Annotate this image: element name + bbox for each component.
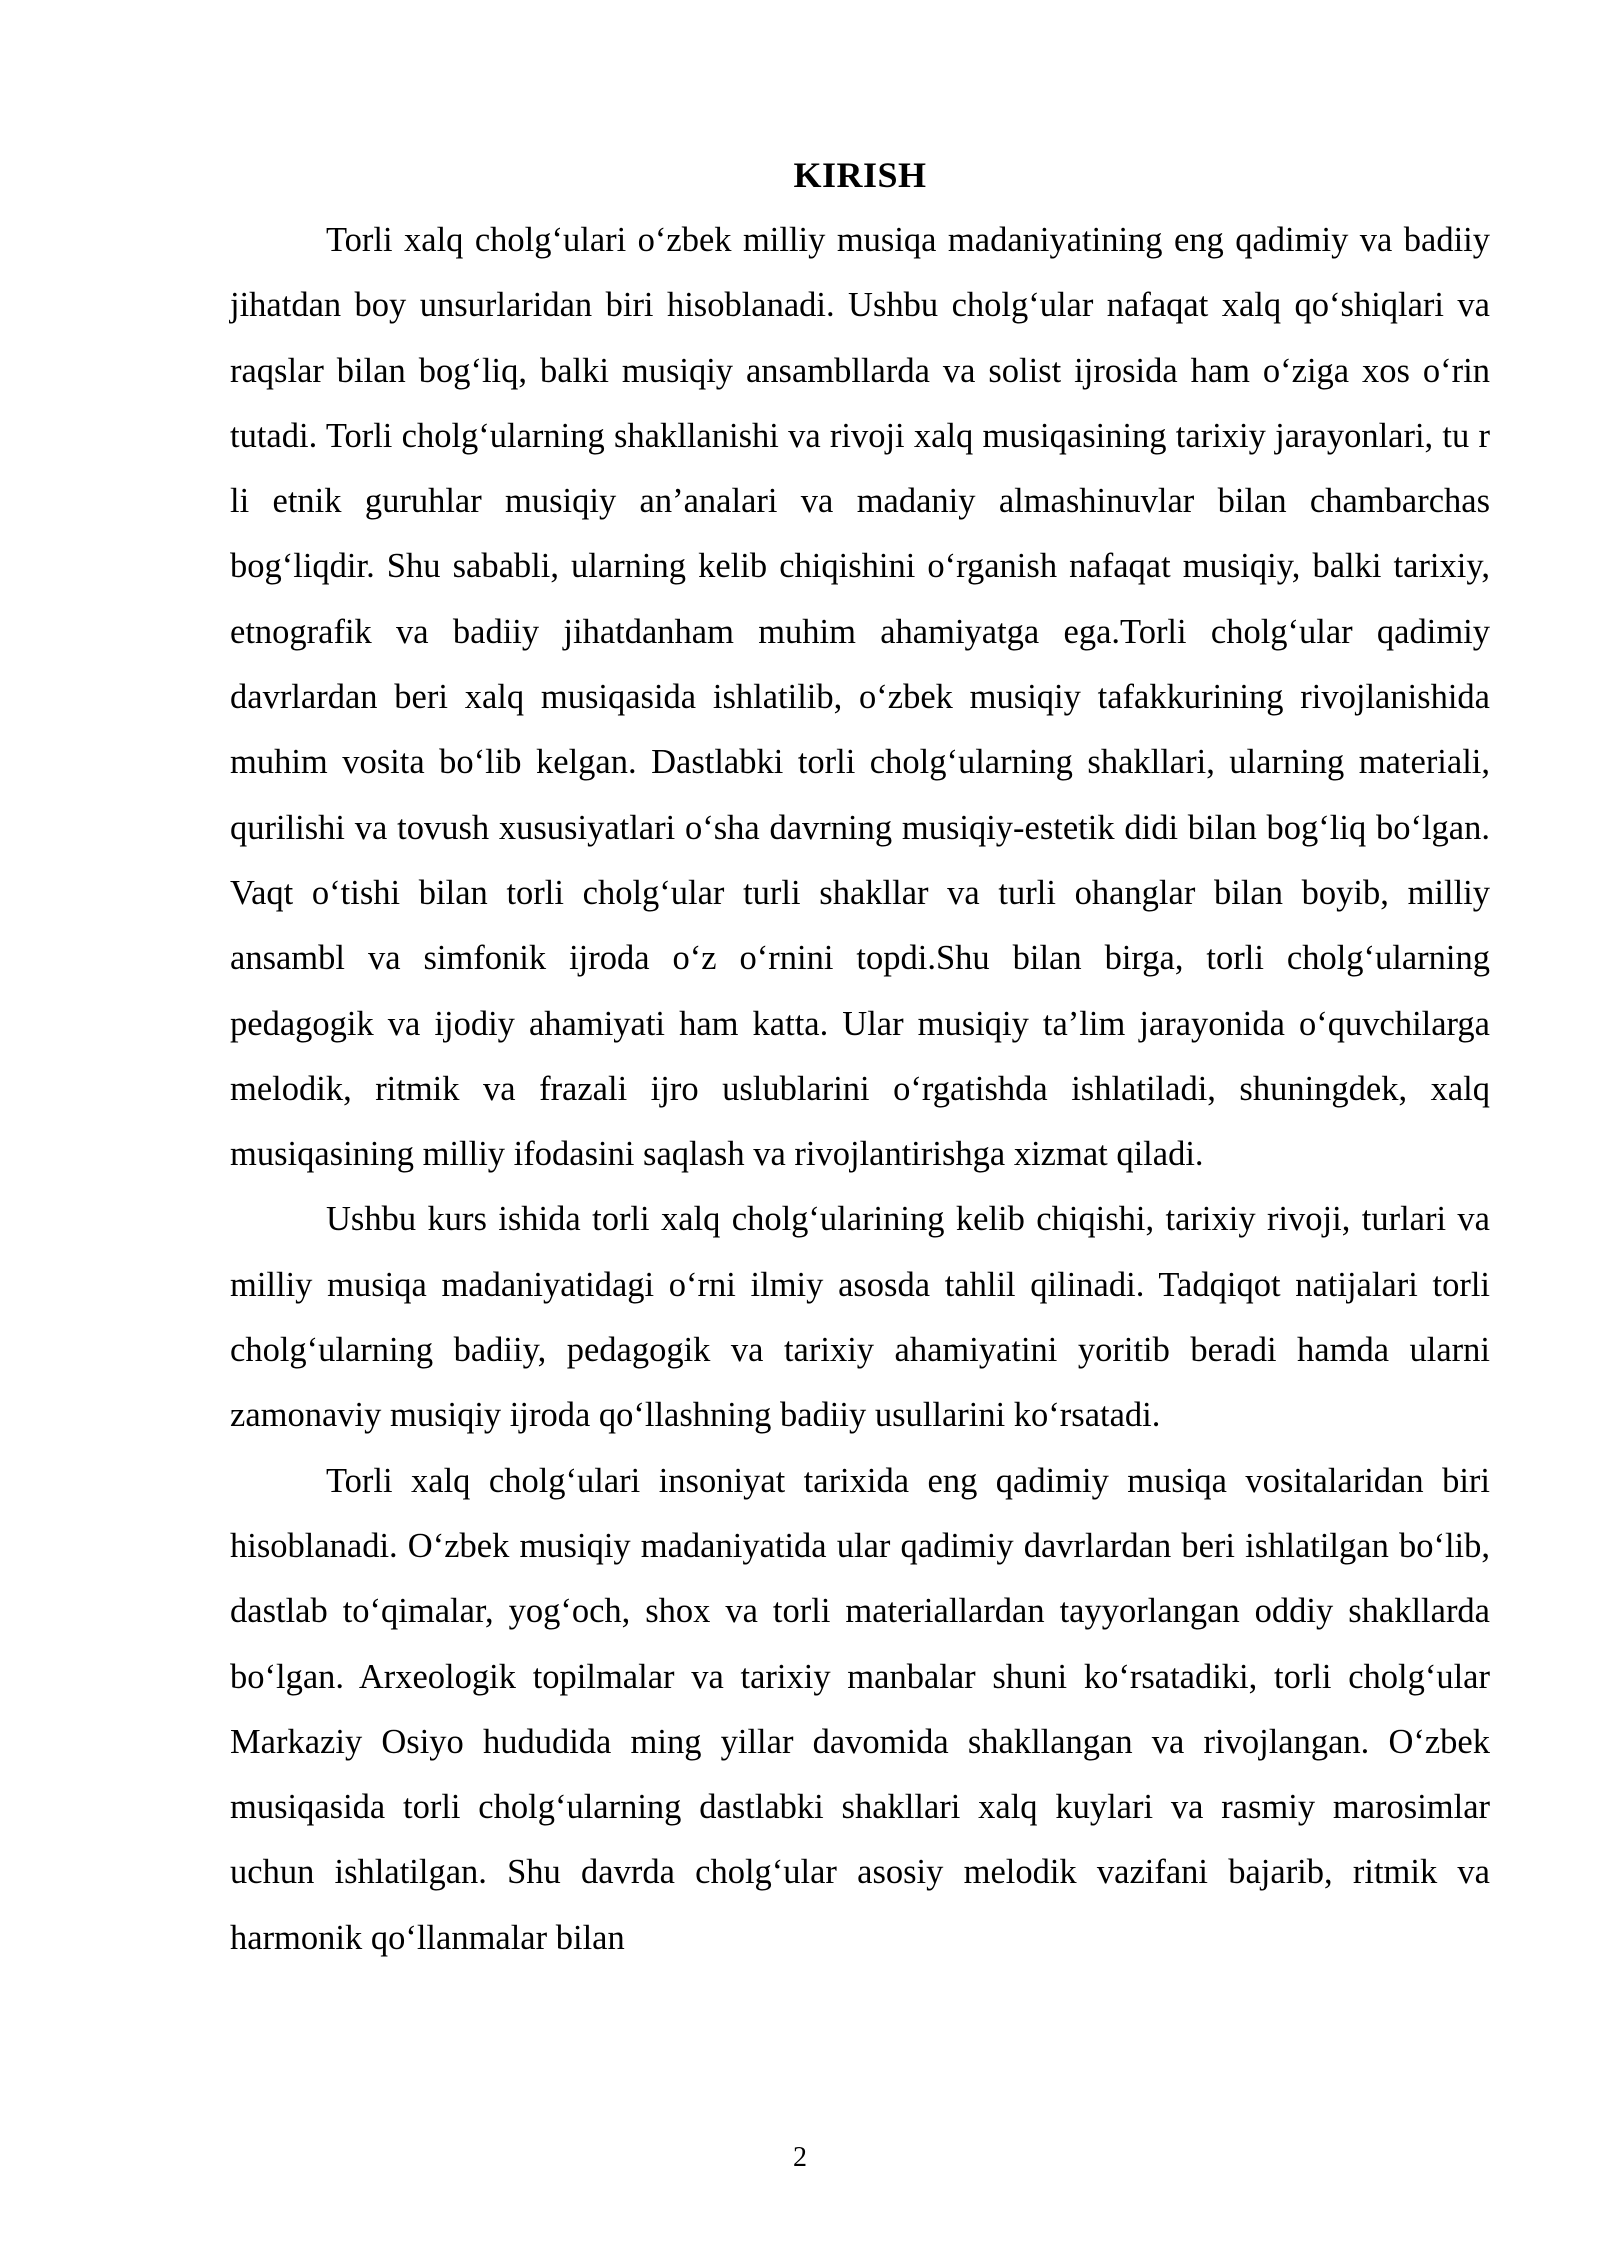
section-heading: KIRISH xyxy=(793,155,927,195)
paragraph-history: Torli xalq cholg‘ulari insoniyat tarixida eng qadimiy musiqa vositalaridan biri hisoblanadi. O‘zbek musiqiy madaniyatida ular qadimiy davrlardan beri ishlatilgan bo‘lib, dastlab to‘qimalar, yog‘och, shox va torli materiallardan tayyorlangan oddiy shakllarda bo‘lgan. Arxeologik topilmalar va tarixiy manbalar shuni ko‘rsatadiki, torli cholg‘ular Markaziy Osiyo hududida ming yillar davomida shakllangan va rivojlangan. O‘zbek musiqasida torli cholg‘ularning dastlabki shakllari xalq kuylari va rasmiy marosimlar uchun ishlatilgan. Shu davrda cholg‘ular asosiy melodik vazifani bajarib, ritmik va harmonik qo‘llanmalar bilan xyxy=(230,1461,1490,1957)
page-number: 2 xyxy=(793,2142,807,2173)
paragraph-intro: Torli xalq cholg‘ulari o‘zbek milliy musiqa madaniyatining eng qadimiy va badiiy jihatdan boy unsurlaridan biri hisoblanadi. Ushbu cholg‘ular nafaqat xalq qo‘shiqlari va raqslar bilan bog‘liq, balki musiqiy ansambllarda va solist ijrosida ham o‘ziga xos o‘rin tutadi. Torli cholg‘ularning shakllanishi va rivoji xalq musiqasining tarixiy jarayonlari, tu r li etnik guruhlar musiqiy an’analari va madaniy almashinuvlar bilan chambarchas bog‘liqdir. Shu sababli, ularning kelib chiqishini o‘rganish nafaqat musiqiy, balki tarixiy, etnografik va badiiy jihatdanham muhim ahamiyatga ega.Torli cholg‘ular qadimiy davrlardan beri xalq musiqasida ishlatilib, o‘zbek musiqiy tafakkurining rivojlanishida muhim vosita bo‘lib kelgan. Dastlabki torli cholg‘ularning shakllari, ularning materiali, qurilishi va tovush xususiyatlari o‘sha davrning musiqiy-estetik didi bilan bog‘liq bo‘lgan. Vaqt o‘tishi bilan torli cholg‘ular turli shakllar va turli ohanglar bilan boyib, milliy ansambl va simfonik ijroda o‘z o‘rnini topdi.Shu bilan birga, torli cholg‘ularning pedagogik va ijodiy ahamiyati ham katta. Ular musiqiy ta’lim jarayonida o‘quvchilarga melodik, ritmik va frazali ijro uslublarini o‘rgatishda ishlatiladi, shuningdek, xalq musiqasining milliy ifodasini saqlash va rivojlantirishga xizmat qiladi. xyxy=(230,221,1490,1174)
paragraph-course-work: Ushbu kurs ishida torli xalq cholg‘ularining kelib chiqishi, tarixiy rivoji, turlari va milliy musiqa madaniyatidagi o‘rni ilmiy asosda tahlil qilinadi. Tadqiqot natijalari torli cholg‘ularning badiiy, pedagogik va tarixiy ahamiyatini yoritib beradi hamda ularni zamonaviy musiqiy ijroda qo‘llashning badiiy usullarini ko‘rsatadi. xyxy=(230,1200,1490,1435)
page-content xyxy=(230,148,1490,1971)
